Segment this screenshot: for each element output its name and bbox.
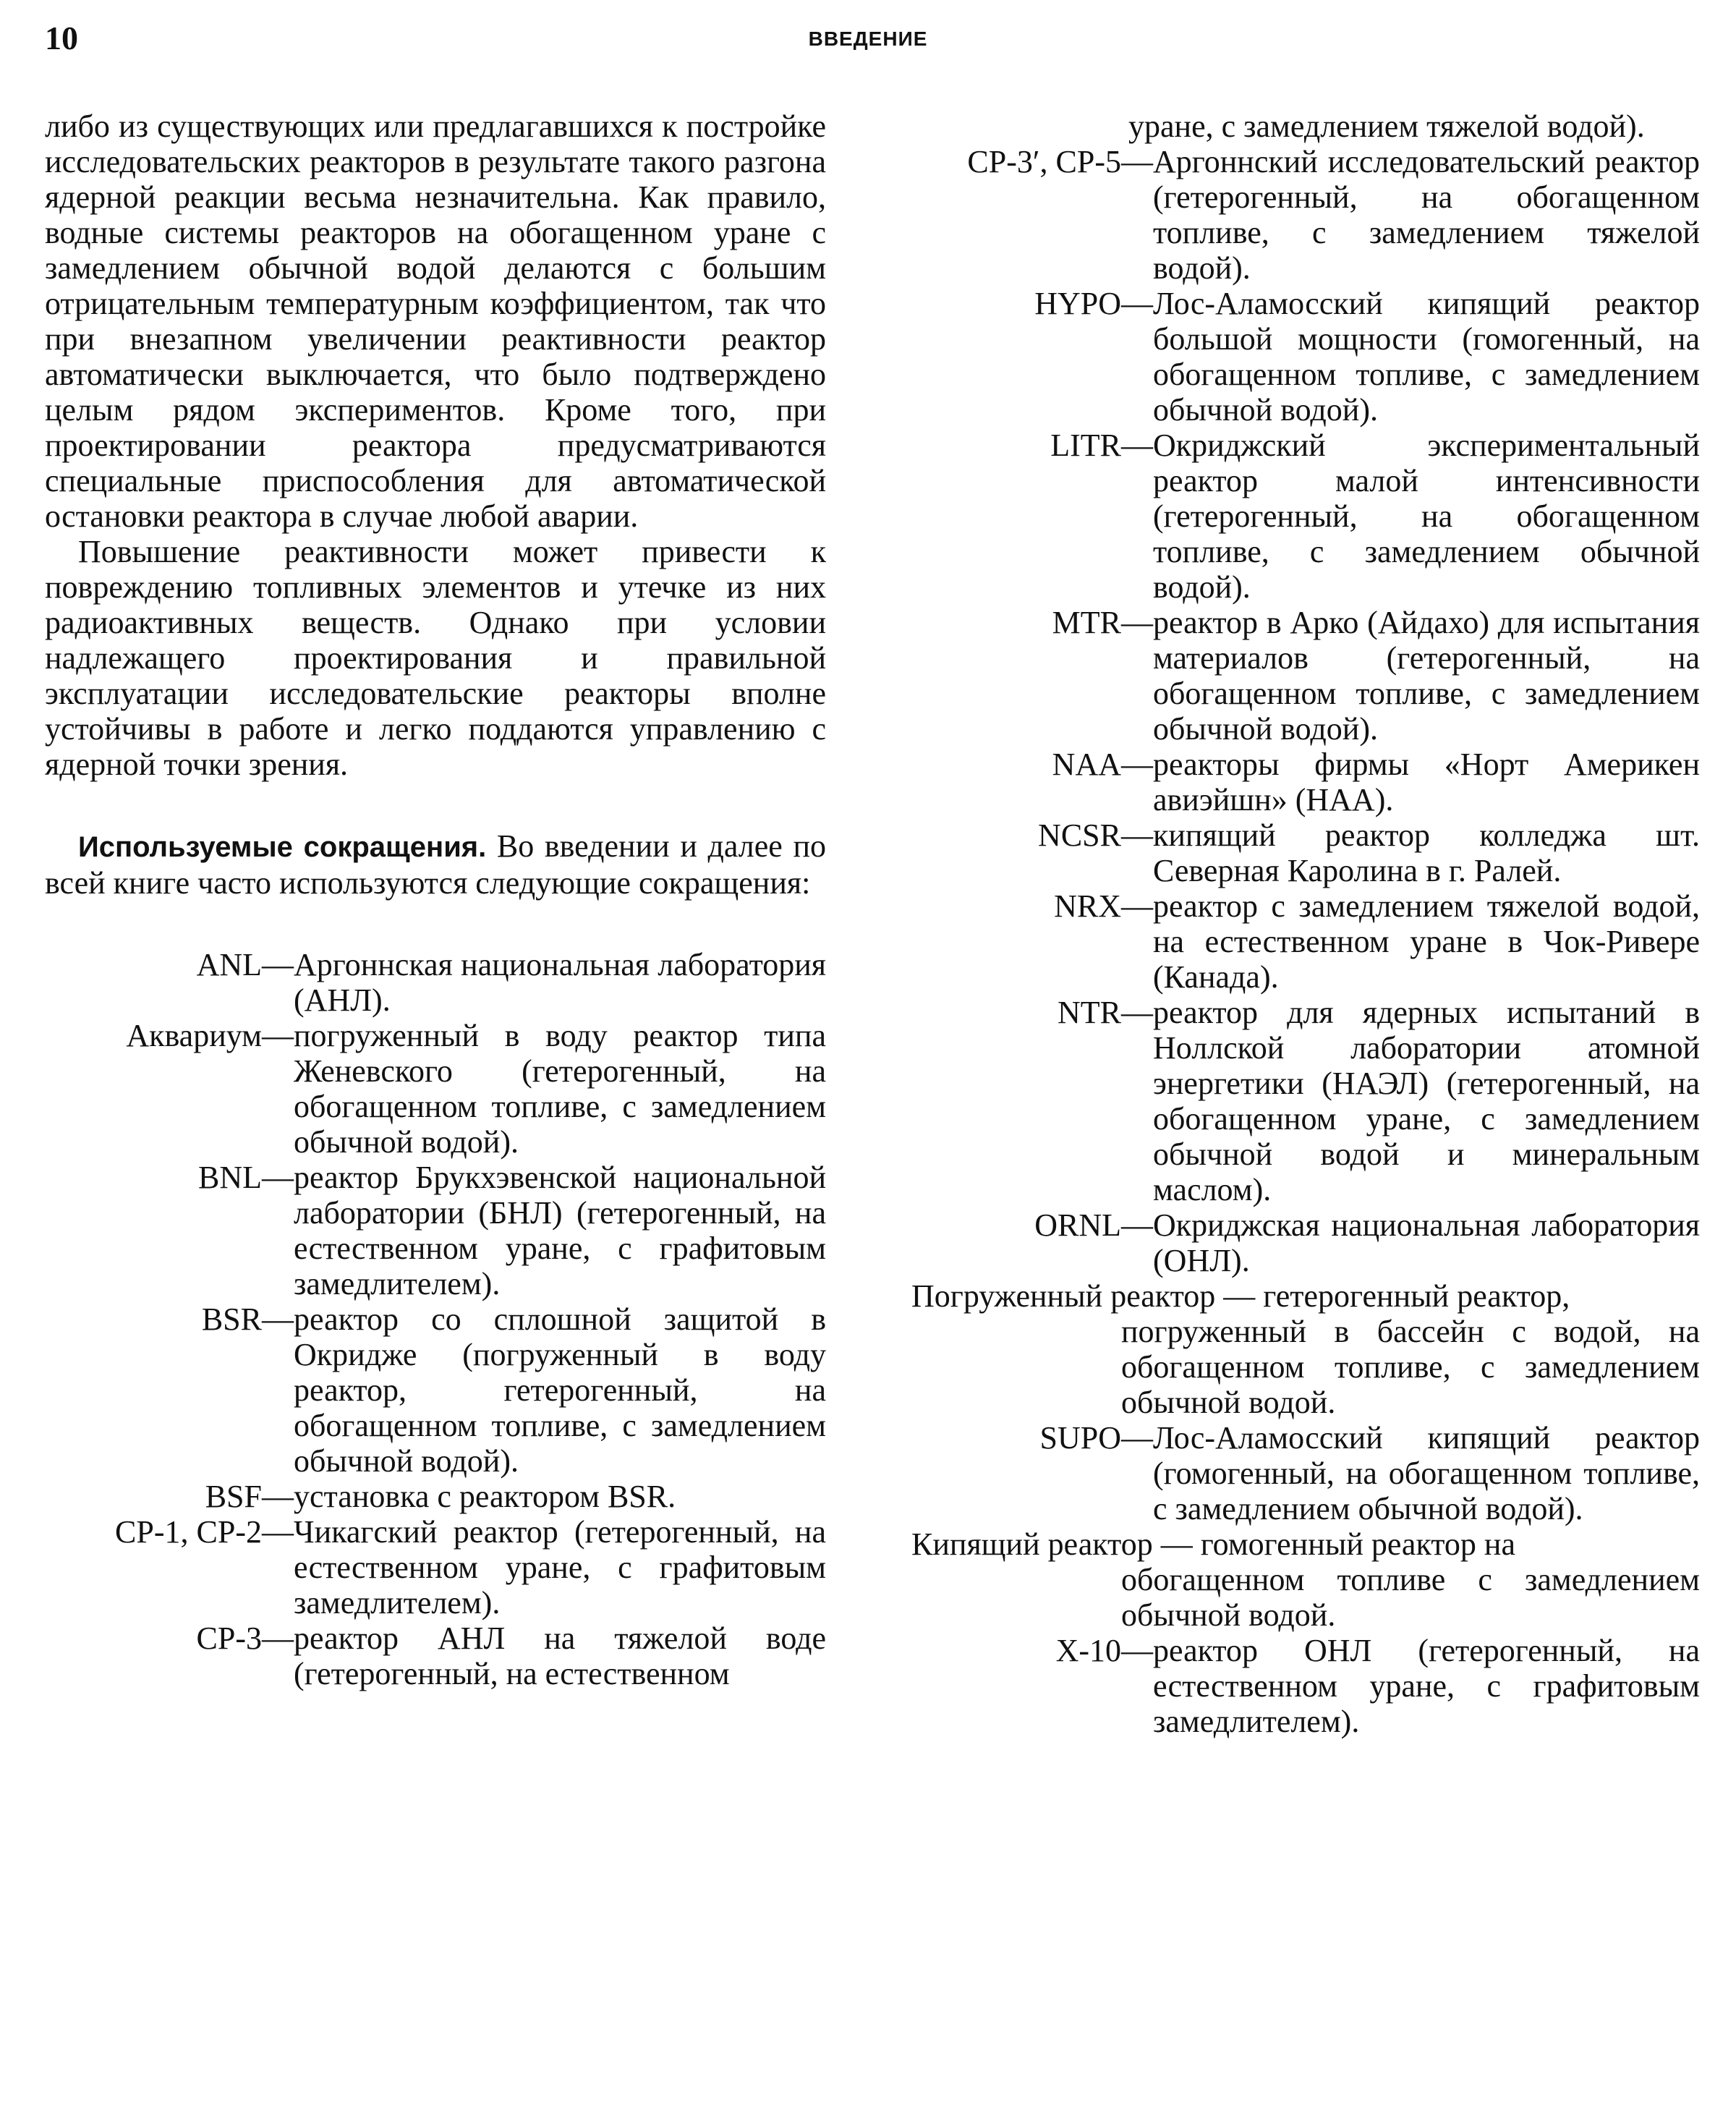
right-column xyxy=(911,109,1700,1739)
abbreviation-entry xyxy=(911,144,1700,286)
abbreviation-term: BSF xyxy=(205,1479,262,1514)
abbreviation-term: CP-1, CP-2 xyxy=(115,1514,262,1550)
abbreviation-term: LITR xyxy=(1050,428,1121,463)
em-dash: — xyxy=(1121,428,1153,463)
abbreviation-term: NRX xyxy=(1054,888,1121,924)
abbreviation-term: SUPO xyxy=(1039,1420,1121,1456)
abbreviation-term: BSR xyxy=(201,1301,262,1337)
em-dash: — xyxy=(262,1160,294,1195)
paragraph-1: либо из существующих или предлагавшихся к постройке исследовательских реакторов в результате такого разгона ядерной реакции весьма незначительна. Как правило, водные системы реакторов на обогащенном уране с замедлением обычной водой делаются с большим отрицательным температурным коэффициентом, так что при внезапном увеличении реактивности реактор автоматически выключается, что было подтверждено целым рядом экспериментов. Кроме того, при проектировании реактора предусматриваются специальные приспособления для автоматической остановки реактора в случае любой аварии. xyxy=(45,109,826,534)
abbreviation-definition: обогащенном топливе с замедлением обычной водой. xyxy=(1121,1562,1700,1633)
abbreviation-entry xyxy=(45,1620,826,1691)
paragraph-2: Повышение реактивности может привести к повреждению топливных элементов и утечке из них радиоактивных веществ. Однако при условии надлежащего проектирования и правильной эксплуатации исследовательские реакторы вполне устойчивы в работе и легко поддаются управлению с ядерной точки зрения. xyxy=(45,534,826,782)
abbreviation-term: CP-3 xyxy=(196,1620,262,1656)
page-number: 10 xyxy=(45,20,78,56)
abbreviation-definition: Аргоннская национальная лаборатория (АНЛ). xyxy=(294,947,826,1018)
abbreviation-definition: погруженный в бассейн с водой, на обогащенном топливе, с замедлением обычной водой. xyxy=(1121,1314,1700,1420)
abbreviation-entry xyxy=(45,1018,826,1160)
abbreviation-definition: кипящий реактор колледжа шт. Северная Каролина в г. Ралей. xyxy=(1153,817,1700,888)
abbreviation-entry xyxy=(45,1514,826,1620)
abbreviation-definition: Лос-Аламосский кипящий реактор (гомогенный, на обогащенном топливе, с замедлением обычной водой). xyxy=(1153,1420,1700,1526)
continued-definition: уране, с замедлением тяжелой водой). xyxy=(1128,109,1645,144)
left-column xyxy=(45,109,826,1691)
abbreviation-entry xyxy=(45,1301,826,1479)
abbreviation-entry xyxy=(911,1207,1700,1278)
em-dash: — xyxy=(1215,1278,1264,1314)
abbreviation-definition: реактор ОНЛ (гетерогенный, на естественном уране, с графитовым замедлителем). xyxy=(1153,1633,1700,1739)
abbreviation-term: NTR xyxy=(1058,995,1121,1030)
abbreviation-definition: реактор для ядерных испытаний в Ноллской лаборатории атомной энергетики (НАЭЛ) (гетерогенный, на обогащенном уране, с замедлением обычной водой и минеральным маслом). xyxy=(1153,995,1700,1207)
abbreviation-term: MTR xyxy=(1052,605,1121,640)
em-dash: — xyxy=(1121,888,1153,924)
abbreviation-term: X-10 xyxy=(1055,1633,1121,1668)
abbreviation-definition: Аргоннский исследовательский реактор (гетерогенный, на обогащенном топливе, с замедлением тяжелой водой). xyxy=(1153,144,1700,286)
em-dash: — xyxy=(1121,1420,1153,1456)
abbreviation-definition: реактор в Арко (Айдахо) для испытания материалов (гетерогенный, на обогащенном топливе, с замедлением обычной водой). xyxy=(1153,605,1700,747)
abbreviations-intro xyxy=(45,828,826,901)
em-dash: — xyxy=(262,1018,294,1053)
abbreviation-entry-wide xyxy=(911,1278,1700,1420)
abbreviation-definition: Окриджский экспериментальный реактор малой интенсивности (гетерогенный, на обогащенном топливе, с замедлением обычной водой). xyxy=(1153,428,1700,605)
abbreviation-definition: реактор с замедлением тяжелой водой, на естественном уране в Чок-Ривере (Канада). xyxy=(1153,888,1700,995)
abbreviation-entry xyxy=(45,1479,826,1514)
abbreviation-definition: Лос-Аламосский кипящий реактор большой мощности (гомогенный, на обогащенном топливе, с замедлением обычной водой). xyxy=(1153,286,1700,428)
em-dash: — xyxy=(1121,605,1153,640)
abbreviation-term: HYPO xyxy=(1034,286,1121,321)
em-dash: — xyxy=(1121,817,1153,853)
em-dash: — xyxy=(1121,747,1153,782)
em-dash: — xyxy=(262,1301,294,1337)
abbreviations-intro-text: Во введении и далее по всей книге часто используются следующие сокращения: xyxy=(45,828,827,901)
em-dash: — xyxy=(1121,1207,1153,1243)
abbreviation-term-line xyxy=(911,1526,1700,1562)
abbreviation-term: Аквариум xyxy=(126,1018,262,1053)
abbreviation-term: BNL xyxy=(198,1160,262,1195)
abbreviation-definition: реакторы фирмы «Норт Америкен авиэйшн» (НАА). xyxy=(1153,747,1700,817)
abbreviation-term: ORNL xyxy=(1034,1207,1121,1243)
em-dash: — xyxy=(262,1479,294,1514)
abbreviation-definition-start: гетерогенный реактор, xyxy=(1263,1278,1570,1314)
abbreviation-term: CP-3′, CP-5 xyxy=(967,144,1121,179)
abbreviation-term: NCSR xyxy=(1038,817,1121,853)
em-dash: — xyxy=(262,1620,294,1656)
abbreviation-entry xyxy=(911,605,1700,747)
abbreviation-entry xyxy=(911,1420,1700,1526)
abbreviation-definition: реактор АНЛ на тяжелой воде (гетерогенный, на естественном xyxy=(294,1620,826,1691)
abbreviation-entry xyxy=(45,1160,826,1301)
abbreviation-term: ANL xyxy=(196,947,262,982)
abbreviation-term: NAA xyxy=(1052,747,1121,782)
em-dash: — xyxy=(1121,286,1153,321)
abbreviation-entry-wide xyxy=(911,1526,1700,1633)
abbreviation-definition: Окриджская национальная лаборатория (ОНЛ). xyxy=(1153,1207,1700,1278)
abbreviation-entry xyxy=(911,747,1700,817)
abbreviation-term-line xyxy=(911,1278,1700,1314)
abbreviation-entry xyxy=(911,1633,1700,1739)
abbreviation-entry xyxy=(911,286,1700,428)
abbreviation-entry xyxy=(911,428,1700,605)
abbreviation-entry xyxy=(911,817,1700,888)
em-dash: — xyxy=(1121,995,1153,1030)
em-dash: — xyxy=(1121,144,1153,179)
abbreviation-definition-start: гомогенный реактор на xyxy=(1200,1526,1515,1562)
abbreviation-entry xyxy=(911,888,1700,995)
em-dash: — xyxy=(262,1514,294,1550)
abbreviation-term: Погруженный реактор xyxy=(911,1278,1216,1314)
em-dash: — xyxy=(262,947,294,982)
em-dash: — xyxy=(1152,1526,1201,1562)
abbreviation-definition: реактор со сплошной защитой в Окридже (погруженный в воду реактор, гетерогенный, на обогащенном топливе, с замедлением обычной водой). xyxy=(294,1301,826,1479)
abbreviation-definition: Чикагский реактор (гетерогенный, на естественном уране, с графитовым замедлителем). xyxy=(294,1514,826,1620)
abbreviation-entry xyxy=(911,995,1700,1207)
running-title: ВВЕДЕНИЕ xyxy=(808,27,928,50)
em-dash: — xyxy=(1121,1633,1153,1668)
abbreviation-term: Кипящий реактор xyxy=(911,1526,1153,1562)
abbreviation-entry xyxy=(45,947,826,1018)
abbreviations-heading: Используемые сокращения. xyxy=(78,831,487,863)
abbreviation-definition: погруженный в воду реактор типа Женевского (гетерогенный, на обогащенном топливе, с замедлением обычной водой). xyxy=(294,1018,826,1160)
abbreviation-definition: реактор Брукхэвенской национальной лаборатории (БНЛ) (гетерогенный, на естественном уране, с графитовым замедлителем). xyxy=(294,1160,826,1301)
abbreviation-definition: установка с реактором BSR. xyxy=(294,1479,676,1514)
